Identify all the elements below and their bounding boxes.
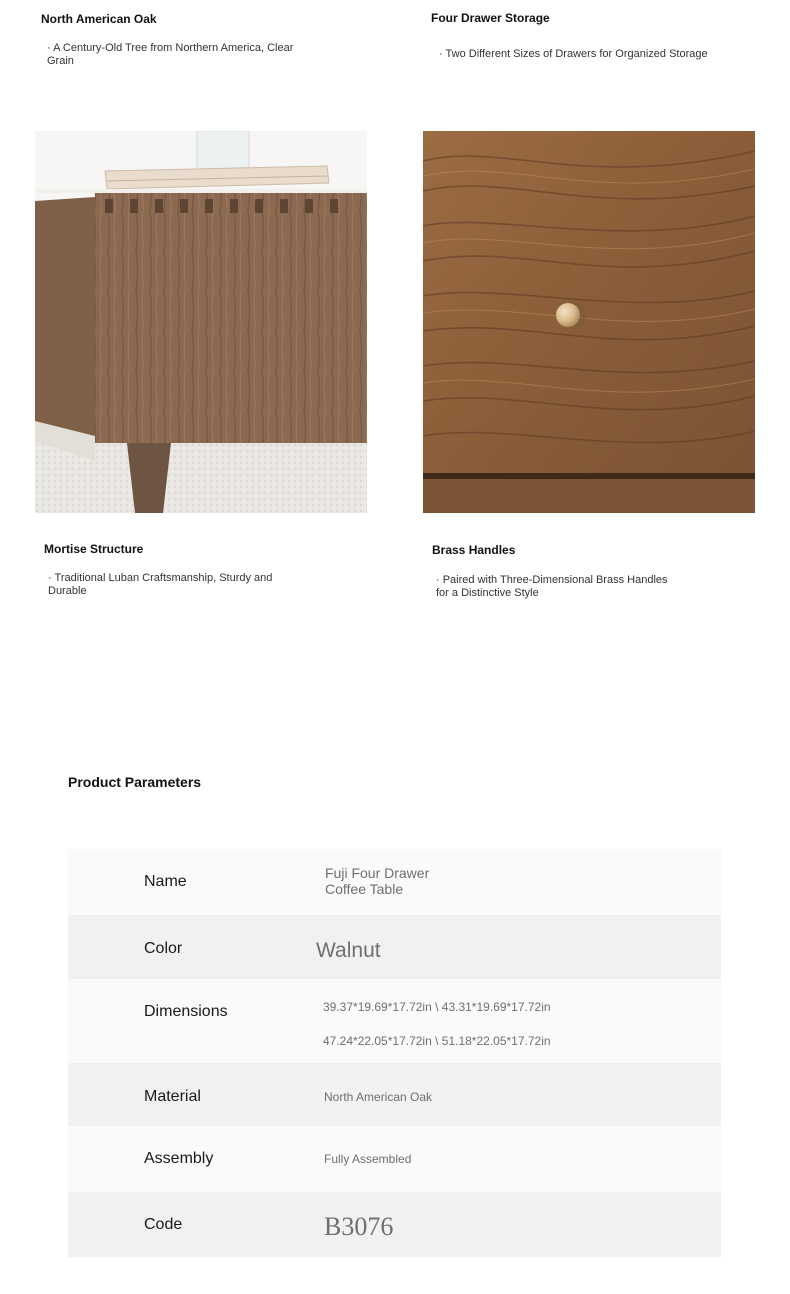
table-row-name [68,849,721,915]
table-row-material [68,1063,721,1126]
table-row-assembly [68,1126,721,1192]
feature-desc-brass: · Paired with Three-Dimensional Brass Handles for a Distinctive Style [436,574,668,599]
row-value-line2: 47.24*22.05*17.72in \ 51.18*22.05*17.72in [323,1034,551,1048]
row-label: Assembly [144,1150,214,1167]
row-value: Fuji Four Drawer Coffee Table [325,865,430,897]
brass-handle-photo [423,131,755,513]
coffee-table-corner-illustration [35,131,367,513]
feature-title-brass: Brass Handles [432,543,516,557]
brass-knob-icon [556,303,580,327]
row-label: Code [144,1216,183,1233]
mortise-joint-photo [35,131,367,513]
row-value: B3076 [324,1212,394,1241]
feature-title-oak: North American Oak [41,12,157,26]
row-value-line1: 39.37*19.69*17.72in \ 43.31*19.69*17.72in [323,1000,551,1014]
row-label: Dimensions [144,1003,228,1020]
parameters-title: Product Parameters [68,774,202,790]
table-row-code [68,1192,721,1257]
row-value: North American Oak [324,1090,433,1104]
row-label: Material [144,1088,201,1105]
table-row-color [68,915,721,979]
row-value: Walnut [316,939,381,962]
row-value: Fully Assembled [324,1152,412,1166]
feature-title-storage: Four Drawer Storage [431,11,550,25]
feature-desc-storage: · Two Different Sizes of Drawers for Organized Storage [439,48,708,60]
feature-desc-mortise: · Traditional Luban Craftsmanship, Sturdy and Durable [48,572,273,597]
feature-desc-oak: · A Century-Old Tree from Northern America, Clear Grain [47,42,294,67]
brass-knob-on-oak-drawer-illustration [423,131,755,513]
row-label: Name [144,873,187,890]
table-row-dimensions [68,979,721,1063]
row-label: Color [144,940,183,957]
feature-title-mortise: Mortise Structure [44,542,144,556]
